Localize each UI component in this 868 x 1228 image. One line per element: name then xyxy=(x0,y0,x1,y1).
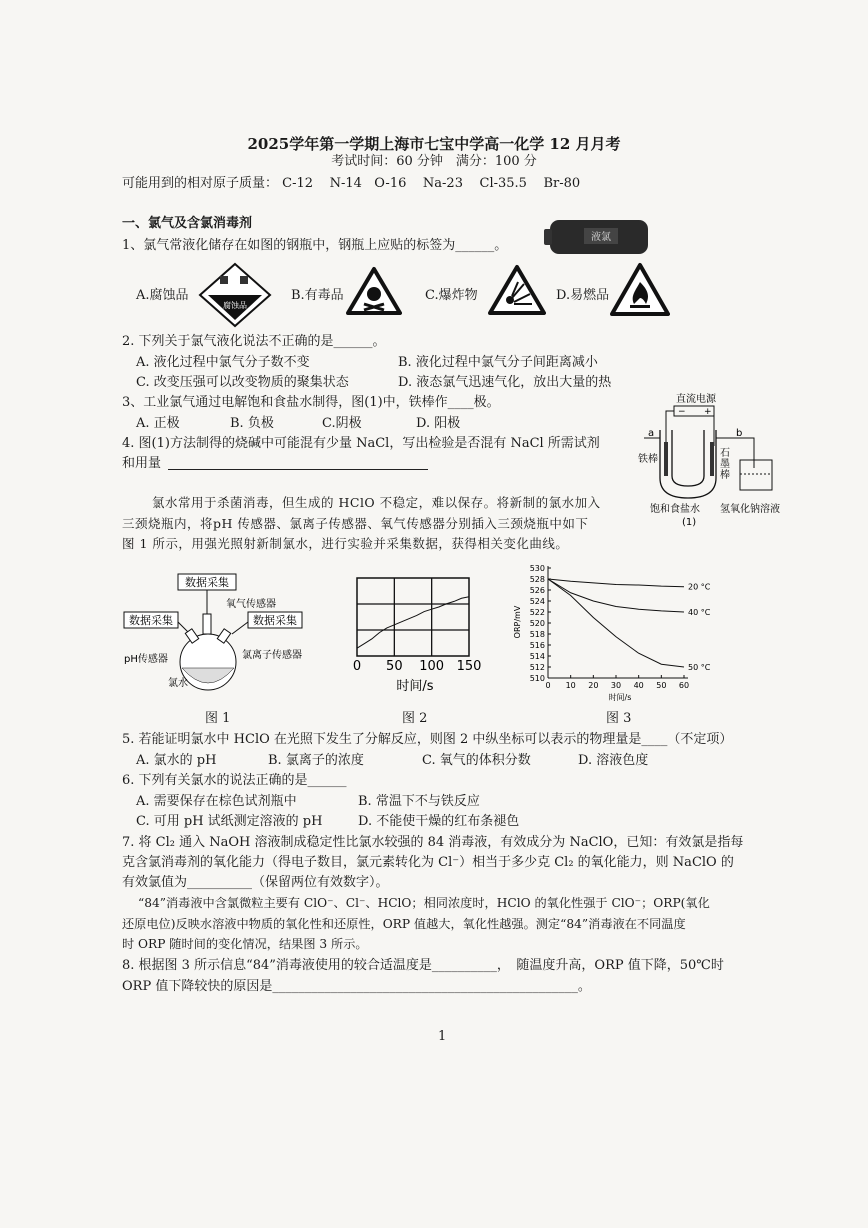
tube-b-label: b xyxy=(736,428,743,439)
x-tick-label: 20 xyxy=(588,681,599,690)
passage-2-line2: 还原电位)反映水溶液中物质的氧化性和还原性，ORP 值越大，氧化性越强。测定“84”消毒液在不同温度 xyxy=(122,917,686,931)
series-label: 50 °C xyxy=(688,663,711,672)
series-label: 40 °C xyxy=(688,608,711,617)
question-5: 5. 若能证明氯水中 HClO 在光照下发生了分解反应，则图 2 中纵坐标可以表示的物理量是____（不定项） xyxy=(122,732,733,747)
x-tick-label: 100 xyxy=(419,659,445,674)
figure-1-apparatus xyxy=(118,570,328,698)
minus-label: − xyxy=(678,407,686,417)
series-label: 20 °C xyxy=(688,582,711,592)
question-4-line2: 和用量 xyxy=(122,456,162,471)
option-2d: D. 液态氯气迅速气化，放出大量的热 xyxy=(398,375,612,390)
figure-2-caption: 图 2 xyxy=(402,711,428,726)
option-2b: B. 液化过程中氯气分子间距离减小 xyxy=(398,355,598,370)
option-6d: D. 不能使干燥的红布条褪色 xyxy=(358,814,520,829)
question-7-line2: 克含氯消毒剂的氧化能力（得电子数目，氯元素转化为 Cl⁻）相当于多少克 Cl₂ 的氧化能力，则 NaClO 的 xyxy=(122,855,734,870)
series-line xyxy=(548,579,684,587)
y-tick-label: 516 xyxy=(529,641,545,650)
x-tick-label: 0 xyxy=(545,681,551,690)
data-collect-left: 数据采集 xyxy=(129,614,173,627)
option-6a: A. 需要保存在棕色试剂瓶中 xyxy=(136,794,297,809)
graphite-label-2: 墨 xyxy=(720,459,730,470)
data-collect-top: 数据采集 xyxy=(185,576,229,589)
chloride-sensor-label: 氯离子传感器 xyxy=(242,650,302,661)
option-3b: B. 负极 xyxy=(230,416,274,431)
skull-icon xyxy=(346,266,402,316)
y-tick-label: 520 xyxy=(529,619,545,628)
tube-a-label: a xyxy=(648,428,655,439)
x-tick-label: 30 xyxy=(610,681,622,690)
exam-info: 考试时间：60 分钟 满分：100 分 xyxy=(331,154,537,169)
x-tick-label: 150 xyxy=(456,659,482,674)
question-7-line3: 有效氯值为__________（保留两位有效数字）。 xyxy=(122,875,389,890)
flame-icon xyxy=(610,262,670,318)
x-axis-label: 时间/s xyxy=(608,693,632,702)
gas-cylinder-icon xyxy=(544,218,654,258)
option-3a: A. 正极 xyxy=(136,416,180,431)
y-axis-label: ORP/mV xyxy=(513,605,522,639)
electrolysis-apparatus xyxy=(636,390,788,528)
brine-label: 饱和食盐水 xyxy=(650,504,700,515)
explosive-icon xyxy=(488,264,546,316)
atomic-masses xyxy=(122,175,580,193)
x-tick-label: 60 xyxy=(678,681,690,690)
series-line xyxy=(548,579,684,667)
option-1c: C.爆炸物 xyxy=(425,288,478,303)
y-tick-label: 522 xyxy=(529,608,545,617)
atomic-mass: O-16 xyxy=(374,176,407,191)
page-number: 1 xyxy=(438,1029,447,1044)
option-1a: A.腐蚀品 xyxy=(136,288,189,303)
option-5d: D. 溶液色度 xyxy=(578,753,649,768)
passage-1-line3: 图 1 所示，用强光照射新制氯水，进行实验并采集数据，获得相关变化曲线。 xyxy=(122,536,569,551)
figure-1-caption: 图 1 xyxy=(205,711,231,726)
option-6b: B. 常温下不与铁反应 xyxy=(358,794,480,809)
atomic-mass: C-12 xyxy=(282,176,314,191)
y-tick-label: 530 xyxy=(529,564,545,573)
option-5b: B. 氯离子的浓度 xyxy=(268,753,364,768)
data-collect-right: 数据采集 xyxy=(253,614,297,627)
passage-1-line2: 三颈烧瓶内，将pH 传感器、氯离子传感器、氧气传感器分别插入三颈烧瓶中如下 xyxy=(122,516,589,531)
x-tick-label: 50 xyxy=(656,681,667,690)
figure-2-chart xyxy=(345,574,485,696)
x-axis-label: 时间/s xyxy=(396,679,434,694)
y-tick-label: 528 xyxy=(529,575,545,584)
option-3c: C.阴极 xyxy=(322,416,362,431)
atomic-mass: Cl-35.5 xyxy=(479,176,527,191)
iron-rod-label: 铁棒 xyxy=(638,454,658,465)
passage-2-line1: “84”消毒液中含氯微粒主要有 ClO⁻、Cl⁻、HClO；相同浓度时，HClO 的氧化性强于 ClO⁻；ORP(氧化 xyxy=(138,896,710,910)
atomic-mass: N-14 xyxy=(329,176,362,191)
passage-2-line3: 时 ORP 随时间的变化情况，结果图 3 所示。 xyxy=(122,937,368,951)
option-1d: D.易燃品 xyxy=(556,288,610,303)
corrosive-sign-text: 腐蚀品 xyxy=(223,301,247,310)
section-heading: 一、氯气及含氯消毒剂 xyxy=(122,216,253,231)
answer-line xyxy=(168,469,428,470)
corrosive-icon xyxy=(198,262,272,328)
option-5a: A. 氯水的 pH xyxy=(136,753,217,768)
ph-sensor-label: pH传感器 xyxy=(124,654,168,665)
figure-3-chart xyxy=(508,560,718,704)
option-3d: D. 阳极 xyxy=(416,416,461,431)
question-6: 6. 下列有关氯水的说法正确的是______ xyxy=(122,773,347,788)
question-8-line1: 8. 根据图 3 所示信息“84”消毒液使用的较合适温度是__________， 随温度升高，ORP 值下降，50℃时 xyxy=(122,958,724,973)
figure-3-caption: 图 3 xyxy=(606,711,632,726)
question-2: 2. 下列关于氯气液化说法不正确的是______。 xyxy=(122,334,386,349)
y-tick-label: 512 xyxy=(529,663,545,672)
page-title: 2025学年第一学期上海市七宝中学高一化学 12 月月考 xyxy=(247,135,621,153)
graphite-label-3: 棒 xyxy=(720,470,730,481)
question-4-line1: 4. 图(1)方法制得的烧碱中可能混有少量 NaCl，写出检验是否混有 NaCl 所需试剂 xyxy=(122,436,600,451)
option-6c: C. 可用 pH 试纸测定溶液的 pH xyxy=(136,814,323,829)
x-tick-label: 40 xyxy=(633,681,644,690)
chlorine-water-label: 氯水 xyxy=(168,678,188,689)
y-tick-label: 510 xyxy=(529,674,545,683)
question-3: 3、工业氯气通过电解饱和食盐水制得，图(1)中，铁棒作____极。 xyxy=(122,395,500,410)
naoh-label: 氢氧化钠溶液 xyxy=(720,504,780,515)
plus-label: + xyxy=(704,407,712,417)
question-7-line1: 7. 将 Cl₂ 通入 NaOH 溶液制成稳定性比氯水较强的 84 消毒液，有效成分为 NaClO，已知：有效氯是指每 xyxy=(122,835,744,850)
series-line xyxy=(548,579,684,612)
option-2a: A. 液化过程中氯气分子数不变 xyxy=(136,355,310,370)
x-tick-label: 10 xyxy=(565,681,576,690)
y-tick-label: 524 xyxy=(529,597,545,606)
option-2c: C. 改变压强可以改变物质的聚集状态 xyxy=(136,375,349,390)
x-tick-label: 50 xyxy=(386,659,403,674)
graphite-label-1: 石 xyxy=(720,448,730,459)
y-tick-label: 526 xyxy=(529,586,545,595)
option-5c: C. 氧气的体积分数 xyxy=(422,753,531,768)
question-1: 1、氯气常液化储存在如图的钢瓶中，钢瓶上应贴的标签为______。 xyxy=(122,238,508,253)
x-tick-label: 0 xyxy=(352,659,362,674)
question-8-line2: ORP 值下降较快的原因是_______________________________________________。 xyxy=(122,979,591,994)
option-1b: B.有毒品 xyxy=(291,288,344,303)
atomic-mass: Br-80 xyxy=(543,176,581,191)
y-tick-label: 518 xyxy=(529,630,545,639)
atomic-masses-label: 可能用到的相对原子质量： xyxy=(122,176,279,191)
apparatus-caption: (1) xyxy=(682,517,697,528)
passage-1-line1: 氯水常用于杀菌消毒，但生成的 HClO 不稳定，难以保存。将新制的氯水加入 xyxy=(152,495,601,510)
power-label: 直流电源 xyxy=(676,394,716,405)
atomic-mass: Na-23 xyxy=(422,176,463,191)
cylinder-label: 液氯 xyxy=(591,232,611,243)
oxygen-sensor-label: 氧气传感器 xyxy=(226,599,276,610)
y-tick-label: 514 xyxy=(529,652,545,661)
